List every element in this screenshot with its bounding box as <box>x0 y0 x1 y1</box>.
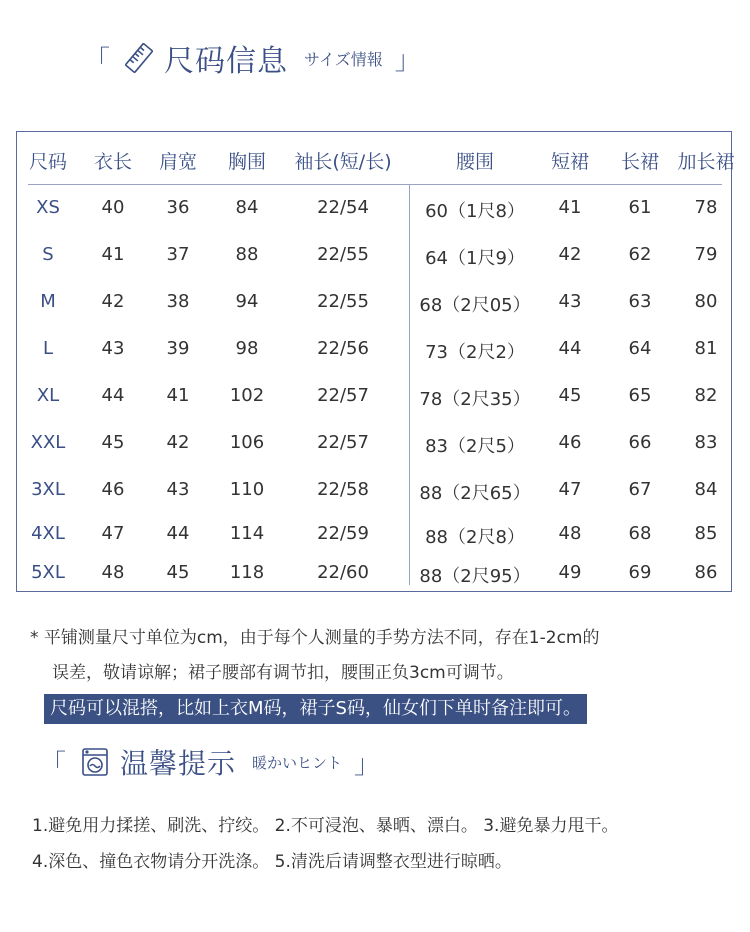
table-cell-sleeve: 22/56 <box>317 338 369 359</box>
table-cell-size: XXL <box>30 432 66 453</box>
table-cell-length: 44 <box>101 385 125 406</box>
table-cell-waist: 73（2尺2） <box>425 342 525 363</box>
table-cell-long-skirt: 63 <box>628 291 652 312</box>
table-cell-sleeve: 22/57 <box>317 432 369 453</box>
size-info-heading: 尺码信息 <box>164 44 289 79</box>
table-cell-waist: 88（2尺65） <box>419 483 531 504</box>
table-cell-shoulder: 37 <box>166 244 190 265</box>
header-sleeve: 袖长(短/长) <box>294 151 392 173</box>
table-cell-chest: 94 <box>235 291 259 312</box>
table-cell-sleeve: 22/57 <box>317 385 369 406</box>
table-cell-size: 5XL <box>31 562 65 583</box>
table-cell-extra-long-skirt: 79 <box>694 244 718 265</box>
table-cell-length: 40 <box>101 197 125 218</box>
table-cell-shoulder: 41 <box>166 385 190 406</box>
table-cell-waist: 68（2尺05） <box>419 295 531 316</box>
table-cell-long-skirt: 64 <box>628 338 652 359</box>
table-cell-sleeve: 22/55 <box>317 244 369 265</box>
table-cell-shoulder: 45 <box>166 562 190 583</box>
table-cell-sleeve: 22/54 <box>317 197 369 218</box>
table-cell-shoulder: 38 <box>166 291 190 312</box>
table-cell-length: 42 <box>101 291 125 312</box>
table-cell-long-skirt: 66 <box>628 432 652 453</box>
table-cell-chest: 102 <box>229 385 265 406</box>
tips-heading: 温馨提示 <box>120 747 237 780</box>
table-cell-short-skirt: 49 <box>558 562 582 583</box>
mix-match-highlight: 尺码可以混搭，比如上衣M码，裙子S码，仙女们下单时备注即可。 <box>44 694 587 724</box>
tips-subtitle: 暖かいヒント <box>252 753 343 772</box>
table-cell-short-skirt: 47 <box>558 479 582 500</box>
table-cell-length: 41 <box>101 244 125 265</box>
table-cell-chest: 106 <box>229 432 265 453</box>
table-cell-long-skirt: 69 <box>628 562 652 583</box>
table-cell-chest: 118 <box>229 562 265 583</box>
close-bracket: 」 <box>394 45 421 76</box>
table-cell-chest: 88 <box>235 244 259 265</box>
header-chest: 胸围 <box>227 151 267 173</box>
table-cell-sleeve: 22/58 <box>317 479 369 500</box>
table-cell-waist: 60（1尺8） <box>425 201 525 222</box>
close-bracket: 」 <box>354 749 381 780</box>
table-cell-waist: 64（1尺9） <box>425 248 525 269</box>
table-cell-extra-long-skirt: 85 <box>694 523 718 544</box>
table-cell-long-skirt: 65 <box>628 385 652 406</box>
header-waist: 腰围 <box>455 151 495 173</box>
tip-line-2: 4.深色、撞色衣物请分开洗涤。 5.清洗后请调整衣型进行晾晒。 <box>32 852 512 872</box>
table-cell-length: 43 <box>101 338 125 359</box>
table-cell-long-skirt: 62 <box>628 244 652 265</box>
header-extra-long-skirt: 加长裙 <box>677 151 735 173</box>
header-size: 尺码 <box>28 151 68 173</box>
header-shoulder: 肩宽 <box>158 151 198 173</box>
table-cell-extra-long-skirt: 84 <box>694 479 718 500</box>
tip-line-1: 1.避免用力揉搓、刷洗、拧绞。 2.不可浸泡、暴晒、漂白。 3.避免暴力甩干。 <box>32 816 619 836</box>
table-cell-chest: 110 <box>229 479 265 500</box>
table-cell-short-skirt: 43 <box>558 291 582 312</box>
note-line-1: * 平铺测量尺寸单位为cm，由于每个人测量的手势方法不同，存在1-2cm的 <box>30 628 600 648</box>
table-cell-short-skirt: 46 <box>558 432 582 453</box>
ruler-icon <box>124 43 154 73</box>
table-cell-waist: 83（2尺5） <box>425 436 525 457</box>
table-cell-short-skirt: 42 <box>558 244 582 265</box>
open-bracket: 「 <box>84 45 111 76</box>
table-cell-extra-long-skirt: 83 <box>694 432 718 453</box>
table-cell-length: 48 <box>101 562 125 583</box>
header-length: 衣长 <box>93 151 133 173</box>
table-cell-shoulder: 42 <box>166 432 190 453</box>
table-cell-chest: 98 <box>235 338 259 359</box>
table-cell-waist: 78（2尺35） <box>419 389 531 410</box>
table-cell-chest: 84 <box>235 197 259 218</box>
header-short-skirt: 短裙 <box>550 151 590 173</box>
table-cell-length: 45 <box>101 432 125 453</box>
table-cell-short-skirt: 45 <box>558 385 582 406</box>
table-cell-length: 46 <box>101 479 125 500</box>
table-cell-extra-long-skirt: 81 <box>694 338 718 359</box>
table-cell-extra-long-skirt: 82 <box>694 385 718 406</box>
washing-machine-icon <box>80 747 110 777</box>
table-cell-size: 4XL <box>31 523 65 544</box>
table-cell-sleeve: 22/59 <box>317 523 369 544</box>
size-info-title <box>84 36 421 80</box>
table-cell-short-skirt: 41 <box>558 197 582 218</box>
table-cell-shoulder: 36 <box>166 197 190 218</box>
header-long-skirt: 长裙 <box>620 151 660 173</box>
table-cell-size: XL <box>36 385 60 406</box>
header-divider <box>28 184 722 185</box>
table-cell-extra-long-skirt: 86 <box>694 562 718 583</box>
table-cell-waist: 88（2尺95） <box>419 566 531 587</box>
column-divider <box>409 185 410 585</box>
table-cell-long-skirt: 61 <box>628 197 652 218</box>
table-cell-size: XS <box>36 197 60 218</box>
table-cell-shoulder: 44 <box>166 523 190 544</box>
table-cell-extra-long-skirt: 80 <box>694 291 718 312</box>
table-cell-shoulder: 39 <box>166 338 190 359</box>
table-cell-shoulder: 43 <box>166 479 190 500</box>
table-cell-size: M <box>40 291 56 312</box>
table-cell-long-skirt: 67 <box>628 479 652 500</box>
tips-title <box>40 740 380 784</box>
table-cell-length: 47 <box>101 523 125 544</box>
table-cell-short-skirt: 44 <box>558 338 582 359</box>
table-cell-chest: 114 <box>229 523 265 544</box>
table-cell-size: S <box>42 244 54 265</box>
note-line-2: 误差，敬请谅解；裙子腰部有调节扣，腰围正负3cm可调节。 <box>52 663 514 683</box>
table-cell-size: L <box>42 338 54 359</box>
table-cell-long-skirt: 68 <box>628 523 652 544</box>
table-cell-extra-long-skirt: 78 <box>694 197 718 218</box>
table-cell-sleeve: 22/60 <box>317 562 369 583</box>
table-cell-waist: 88（2尺8） <box>425 527 525 548</box>
size-info-subtitle: サイズ情報 <box>304 49 383 69</box>
table-cell-short-skirt: 48 <box>558 523 582 544</box>
table-cell-size: 3XL <box>31 479 65 500</box>
open-bracket: 「 <box>40 749 67 780</box>
table-cell-sleeve: 22/55 <box>317 291 369 312</box>
